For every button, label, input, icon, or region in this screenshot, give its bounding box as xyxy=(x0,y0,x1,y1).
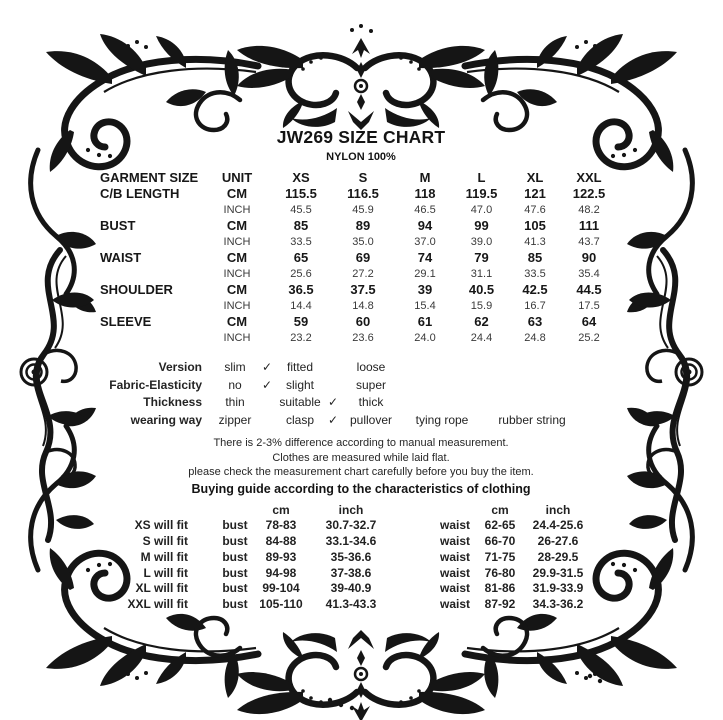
guide-header-cell: cm xyxy=(491,502,509,517)
guide-waist-label: waist xyxy=(439,565,470,580)
inch-value: 17.5 xyxy=(578,300,600,312)
cm-value: 74 xyxy=(417,250,433,265)
unit-label-inch: INCH xyxy=(223,300,251,312)
inch-value: 48.2 xyxy=(578,204,600,216)
spacer-cell xyxy=(100,330,202,346)
check-mark: ✓ xyxy=(327,395,339,409)
spacer-cell xyxy=(400,394,484,412)
cm-value: 119.5 xyxy=(465,186,498,201)
check-mark: ✓ xyxy=(327,412,339,427)
buying-guide-heading: Buying guide according to the characteristics of clothing xyxy=(191,481,531,496)
characteristic-label: Fabric-Elasticity xyxy=(109,377,202,392)
inch-value: 25.6 xyxy=(290,268,312,280)
guide-size-label: M will fit xyxy=(140,549,188,564)
spacer-cell xyxy=(393,534,433,550)
characteristic-option: thick xyxy=(358,395,384,409)
inch-value: 33.5 xyxy=(524,268,546,280)
inch-value: 43.7 xyxy=(578,236,600,248)
spacer-cell xyxy=(393,550,433,566)
measurement-label: WAIST xyxy=(100,250,142,265)
guide-waist-label: waist xyxy=(439,518,470,533)
cm-value: 60 xyxy=(355,314,371,329)
measurement-label: SLEEVE xyxy=(100,314,152,329)
cm-value: 42.5 xyxy=(522,282,548,297)
cm-value: 85 xyxy=(293,218,309,233)
size-chart-header-cell: XXL xyxy=(576,170,602,185)
guide-bust-inch: 33.1-34.6 xyxy=(325,534,377,549)
spacer-cell xyxy=(433,503,477,519)
measurement-label: BUST xyxy=(100,218,136,233)
inch-value: 23.6 xyxy=(352,332,374,344)
guide-bust-cm: 105-110 xyxy=(259,597,303,612)
inch-value: 24.8 xyxy=(524,332,546,344)
guide-waist-label: waist xyxy=(439,534,470,549)
inch-value: 45.9 xyxy=(352,204,374,216)
cm-value: 40.5 xyxy=(468,282,495,297)
inch-value: 24.4 xyxy=(470,332,493,344)
spacer-cell xyxy=(100,503,188,519)
inch-value: 15.4 xyxy=(414,300,436,312)
guide-waist-label: waist xyxy=(439,581,470,596)
characteristic-option: zipper xyxy=(218,412,252,427)
guide-bust-cm: 89-93 xyxy=(265,549,297,564)
spacer-cell xyxy=(400,377,484,395)
guide-bust-label: bust xyxy=(222,581,248,596)
guide-waist-inch: 29.9-31.5 xyxy=(532,565,584,580)
size-chart-header-cell: GARMENT SIZE xyxy=(100,170,199,185)
inch-value: 35.0 xyxy=(352,236,374,248)
size-chart-header-cell: UNIT xyxy=(221,170,253,185)
inch-value: 47.6 xyxy=(524,204,546,216)
guide-bust-inch: 41.3-43.3 xyxy=(325,597,377,612)
guide-bust-cm: 84-88 xyxy=(265,534,297,549)
unit-label-cm: CM xyxy=(226,218,248,233)
guide-waist-cm: 62-65 xyxy=(484,518,516,533)
cm-value: 59 xyxy=(293,314,309,329)
cm-value: 65 xyxy=(293,250,309,265)
cm-value: 85 xyxy=(527,250,543,265)
characteristic-label: Thickness xyxy=(143,395,202,409)
guide-size-label: XL will fit xyxy=(135,581,188,596)
characteristic-option: clasp xyxy=(285,412,314,427)
cm-value: 63 xyxy=(527,314,543,329)
guide-bust-cm: 78-83 xyxy=(265,518,297,533)
guide-waist-label: waist xyxy=(439,597,470,612)
inch-value: 45.5 xyxy=(290,204,312,216)
spacer-cell xyxy=(100,234,202,250)
inch-value: 35.4 xyxy=(578,268,600,280)
cm-value: 94 xyxy=(417,218,433,233)
size-chart-header-cell: XL xyxy=(526,170,544,185)
inch-value: 23.2 xyxy=(290,332,312,344)
inch-value: 41.3 xyxy=(524,236,546,248)
size-chart-header-cell: M xyxy=(419,170,431,185)
inch-value: 25.2 xyxy=(578,332,600,344)
cm-value: 90 xyxy=(581,250,597,265)
guide-size-label: S will fit xyxy=(142,534,188,549)
characteristic-option: thin xyxy=(225,395,245,409)
guide-waist-cm: 87-92 xyxy=(484,597,516,612)
inch-value: 33.5 xyxy=(290,236,312,248)
note-line-2: Clothes are measured while laid flat. xyxy=(272,451,450,464)
guide-bust-inch: 39-40.9 xyxy=(330,581,372,596)
cm-value: 121 xyxy=(524,186,546,201)
spacer-cell xyxy=(188,503,217,519)
unit-label-inch: INCH xyxy=(223,204,251,216)
guide-bust-inch: 35-36.6 xyxy=(330,549,372,564)
spacer-cell xyxy=(100,202,202,218)
measurement-label: C/B LENGTH xyxy=(100,186,180,201)
guide-waist-cm: 76-80 xyxy=(484,565,516,580)
inch-value: 16.7 xyxy=(524,300,546,312)
unit-label-cm: CM xyxy=(226,186,248,201)
inch-value: 15.9 xyxy=(470,300,493,312)
cm-value: 36.5 xyxy=(288,282,314,297)
inch-value: 24.0 xyxy=(414,332,436,344)
note-line-1: There is 2-3% difference according to manual measurement. xyxy=(213,437,509,449)
inch-value: 31.1 xyxy=(470,268,493,280)
guide-bust-cm: 94-98 xyxy=(265,565,297,580)
spacer-cell xyxy=(393,597,433,613)
cm-value: 105 xyxy=(524,218,546,233)
cm-value: 69 xyxy=(355,250,371,265)
buying-guide-table xyxy=(100,503,622,614)
guide-waist-cm: 66-70 xyxy=(484,534,516,549)
size-chart-header-cell: XS xyxy=(292,170,310,185)
characteristic-option: super xyxy=(355,377,387,392)
guide-bust-label: bust xyxy=(222,597,248,612)
unit-label-cm: CM xyxy=(226,282,248,297)
fabric-composition-label: NYLON 100% xyxy=(326,151,396,163)
unit-label-cm: CM xyxy=(226,250,248,265)
spacer-cell xyxy=(400,359,484,377)
characteristic-label: wearing way xyxy=(130,412,202,427)
characteristic-option: slim xyxy=(224,360,246,374)
guide-bust-label: bust xyxy=(222,534,248,549)
guide-size-label: XXL will fit xyxy=(127,597,188,612)
spacer-cell xyxy=(393,566,433,582)
inch-value: 47.0 xyxy=(470,204,493,216)
cm-value: 99 xyxy=(474,218,489,233)
spacer-cell xyxy=(100,266,202,282)
guide-bust-cm: 99-104 xyxy=(262,581,300,596)
guide-header-cell: cm xyxy=(272,502,290,517)
spacer-cell xyxy=(258,412,276,430)
guide-waist-inch: 31.9-33.9 xyxy=(532,581,584,596)
unit-label-inch: INCH xyxy=(223,332,251,344)
cm-value: 79 xyxy=(474,250,489,265)
characteristic-option: no xyxy=(228,377,242,392)
cm-value: 122.5 xyxy=(572,186,606,201)
cm-value: 39 xyxy=(417,282,433,297)
cm-value: 37.5 xyxy=(350,282,376,297)
characteristic-option: suitable xyxy=(279,395,321,409)
spacer-cell xyxy=(484,377,580,395)
measurement-label: SHOULDER xyxy=(100,282,173,297)
size-chart-header-cell: S xyxy=(358,170,368,185)
characteristic-option: pullover xyxy=(349,412,393,427)
inch-value: 46.5 xyxy=(414,204,436,216)
guide-waist-inch: 28-29.5 xyxy=(537,549,579,564)
cm-value: 118 xyxy=(414,186,436,201)
guide-waist-inch: 26-27.6 xyxy=(537,534,579,549)
spacer-cell xyxy=(393,518,433,534)
characteristics-table xyxy=(100,359,622,429)
cm-value: 115.5 xyxy=(285,186,317,201)
spacer-cell xyxy=(188,534,217,550)
inch-value: 14.8 xyxy=(352,300,374,312)
spacer-cell xyxy=(100,298,202,314)
guide-size-label: L will fit xyxy=(143,565,188,580)
characteristic-option: tying rope xyxy=(415,412,469,427)
guide-header-cell: inch xyxy=(545,502,571,517)
spacer-cell xyxy=(188,581,217,597)
cm-value: 61 xyxy=(417,314,433,329)
guide-waist-label: waist xyxy=(439,549,470,564)
check-mark: ✓ xyxy=(261,360,273,374)
cm-value: 111 xyxy=(578,218,600,233)
characteristic-option: fitted xyxy=(286,360,313,374)
unit-label-inch: INCH xyxy=(223,236,251,248)
guide-size-label: XS will fit xyxy=(134,518,188,533)
cm-value: 64 xyxy=(581,314,597,329)
inch-value: 29.1 xyxy=(414,268,436,280)
inch-value: 14.4 xyxy=(290,300,312,312)
garment-size-table xyxy=(100,170,622,346)
guide-bust-inch: 30.7-32.7 xyxy=(325,518,377,533)
guide-waist-cm: 81-86 xyxy=(484,581,516,596)
spacer-cell xyxy=(484,359,580,377)
spacer-cell xyxy=(188,518,217,534)
guide-waist-inch: 24.4-25.6 xyxy=(532,518,584,533)
characteristic-label: Version xyxy=(158,360,202,374)
note-line-3: please check the measurement chart carefully before you buy the item. xyxy=(188,466,534,478)
cm-value: 116.5 xyxy=(347,186,379,201)
cm-value: 89 xyxy=(355,218,371,233)
cm-value: 44.5 xyxy=(576,282,602,297)
guide-bust-label: bust xyxy=(222,549,248,564)
inch-value: 39.0 xyxy=(470,236,493,248)
unit-label-cm: CM xyxy=(226,314,248,329)
spacer-cell xyxy=(324,377,342,395)
cm-value: 62 xyxy=(474,314,489,329)
spacer-cell xyxy=(188,597,217,613)
guide-header-cell: inch xyxy=(338,502,364,517)
size-chart-header-cell: L xyxy=(477,170,486,185)
guide-waist-inch: 34.3-36.2 xyxy=(532,597,584,612)
guide-waist-cm: 71-75 xyxy=(484,549,516,564)
page-title: JW269 SIZE CHART xyxy=(276,127,446,147)
unit-label-inch: INCH xyxy=(223,268,251,280)
spacer-cell xyxy=(258,394,276,412)
characteristic-option: loose xyxy=(356,360,386,374)
characteristic-option: slight xyxy=(285,377,314,392)
inch-value: 37.0 xyxy=(414,236,436,248)
inch-value: 27.2 xyxy=(352,268,374,280)
measurement-notes xyxy=(100,436,622,498)
spacer-cell xyxy=(188,550,217,566)
spacer-cell xyxy=(484,394,580,412)
spacer-cell xyxy=(393,503,433,519)
check-mark: ✓ xyxy=(261,377,273,392)
spacer-cell xyxy=(217,503,253,519)
characteristic-option: rubber string xyxy=(498,412,566,427)
guide-bust-inch: 37-38.6 xyxy=(330,565,372,580)
spacer-cell xyxy=(324,359,342,377)
spacer-cell xyxy=(393,581,433,597)
guide-bust-label: bust xyxy=(222,565,248,580)
spacer-cell xyxy=(188,566,217,582)
size-chart-content xyxy=(100,127,622,613)
guide-bust-label: bust xyxy=(222,518,248,533)
